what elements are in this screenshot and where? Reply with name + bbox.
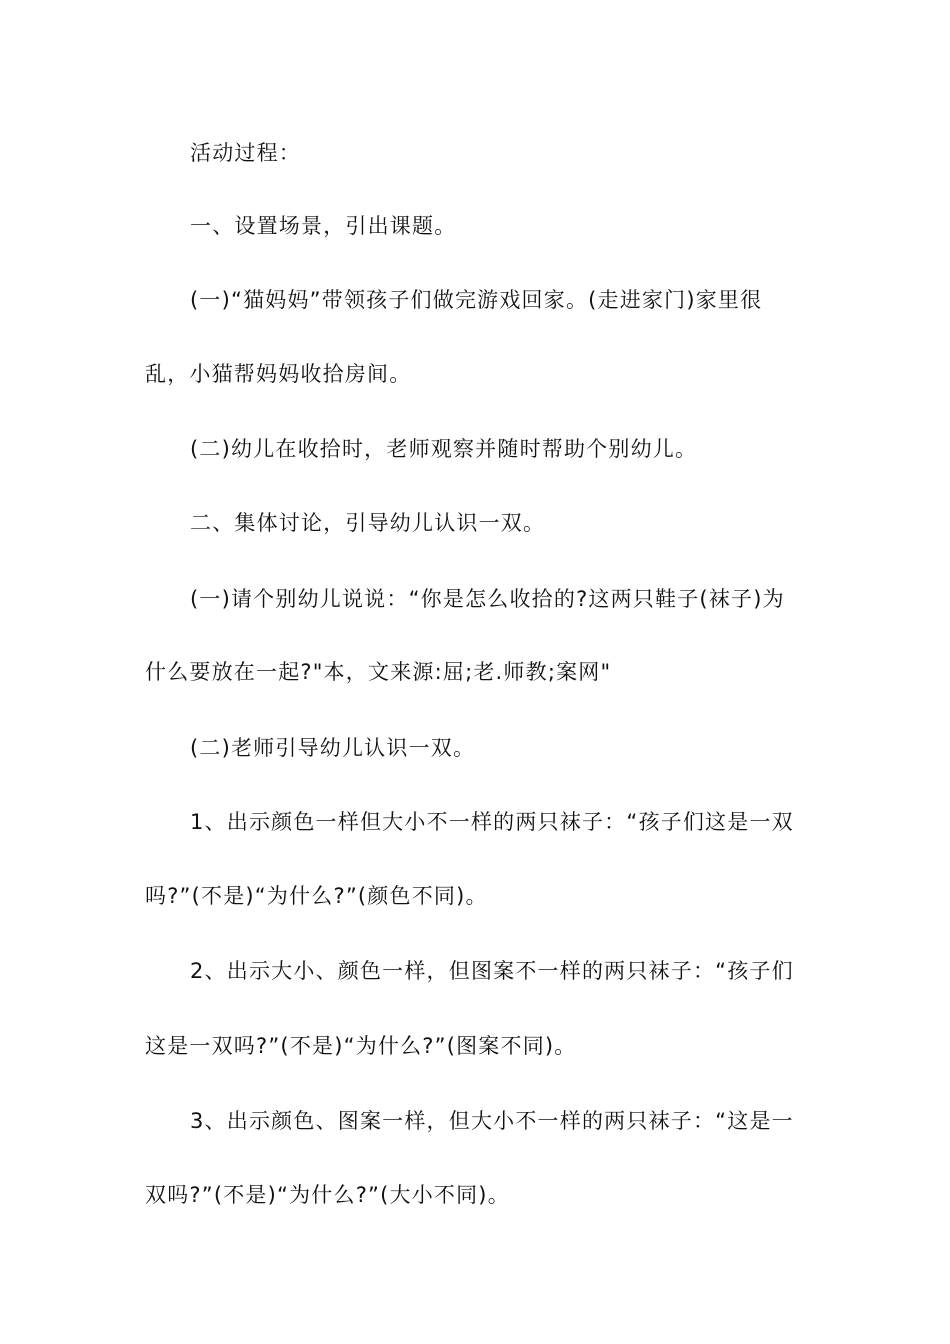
paragraph-line: (二)幼儿在收拾时，老师观察并随时帮助个别幼儿。 [190,437,698,461]
paragraph-line: (二)老师引导幼儿认识一双。 [190,736,476,760]
paragraph-line: (一)“猫妈妈”带领孩子们做完游戏回家。(走进家门)家里很 [190,288,763,312]
list-item-line: 双吗?”(不是)“为什么?”(大小不同)。 [145,1183,510,1207]
list-item-line: 这是一双吗?”(不是)“为什么?”(图案不同)。 [145,1034,577,1058]
list-item-line: 吗?”(不是)“为什么?”(颜色不同)。 [145,884,488,908]
list-item-line: 1、出示颜色一样但大小不一样的两只袜子：“孩子们这是一双 [190,810,794,834]
paragraph-line: 什么要放在一起?"本，文来源:屈;老.师教;案网" [145,660,612,684]
paragraph-line: 乱，小猫帮妈妈收拾房间。 [145,362,412,386]
heading-part-two: 二、集体讨论，引导幼儿认识一双。 [190,511,546,535]
list-item-line: 3、出示颜色、图案一样，但大小不一样的两只袜子：“这是一 [190,1109,794,1133]
section-heading-activity-process: 活动过程： [190,141,301,165]
paragraph-line: (一)请个别幼儿说说：“你是怎么收拾的?这两只鞋子(袜子)为 [190,587,785,611]
list-item-line: 2、出示大小、颜色一样，但图案不一样的两只袜子：“孩子们 [190,959,794,983]
heading-part-one: 一、设置场景，引出课题。 [190,214,457,238]
